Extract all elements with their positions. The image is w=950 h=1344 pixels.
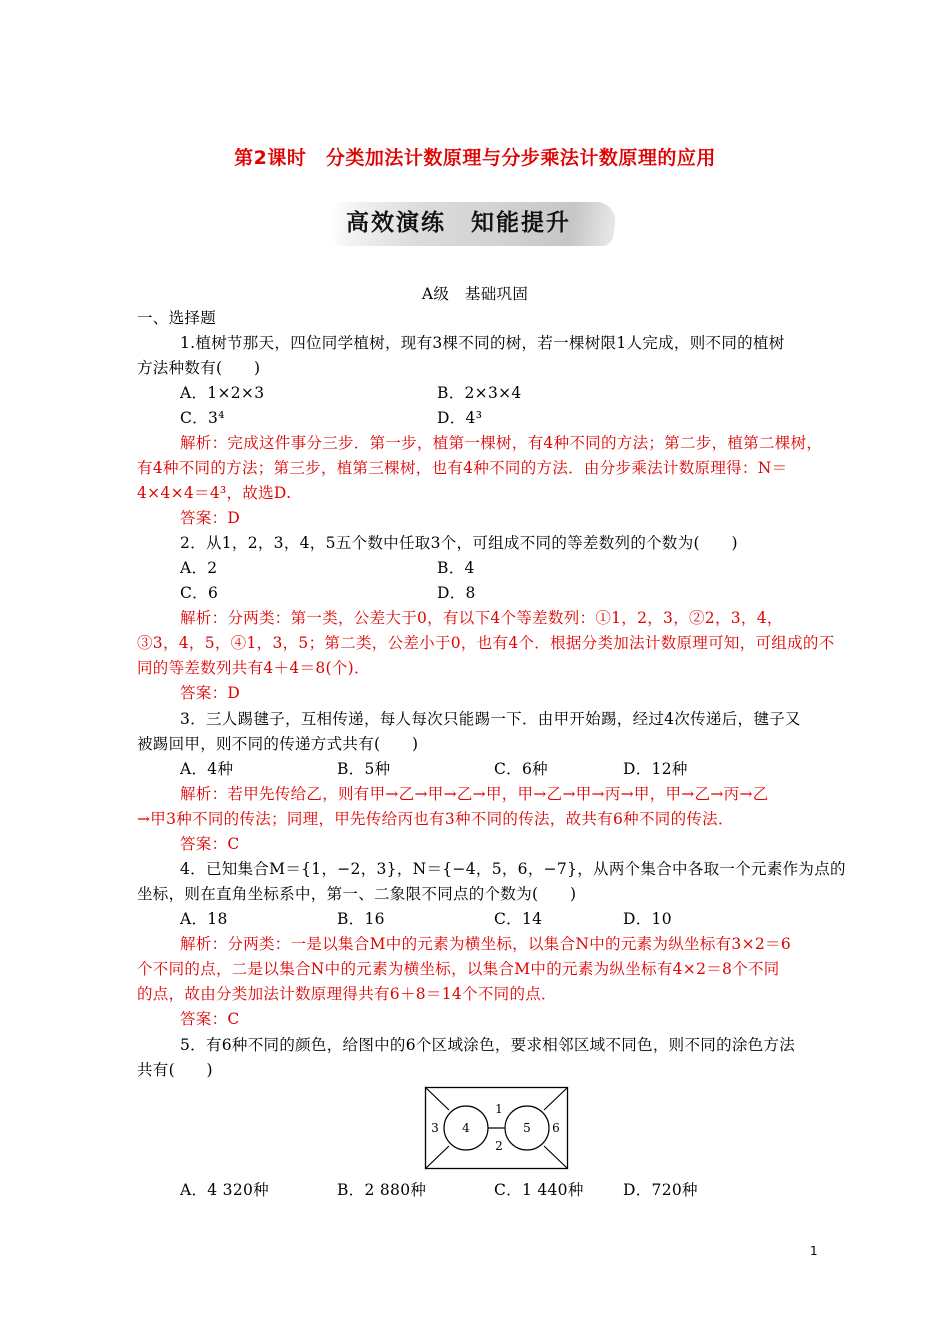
q4-explanation-line3: 的点，故由分类加法计数原理得共有6＋8＝14个不同的点． [137, 985, 557, 1003]
level-heading: A级 基础巩固 [421, 285, 529, 303]
q1-stem-line2: 方法种数有( ) [137, 359, 261, 377]
region-label-5: 5 [523, 1121, 531, 1135]
q3-option-c: C．6种 [494, 760, 548, 778]
region-label-3: 3 [431, 1121, 439, 1135]
q4-option-c: C．14 [494, 910, 543, 928]
q2-option-b: B．4 [437, 559, 475, 577]
q5-stem-line2: 共有( ) [137, 1061, 213, 1079]
figure-diagonal-tl [426, 1088, 450, 1111]
q2-option-a: A．2 [180, 559, 218, 577]
q1-explanation-line1: 解析：完成这件事分三步．第一步，植第一棵树，有4种不同的方法；第二步，植第二棵树， [180, 434, 823, 452]
q2-explanation-line1: 解析：分两类：第一类，公差大于0，有以下4个等差数列：①1，2，3，②2，3，4， [180, 609, 783, 627]
q1-explanation-line3: 4×4×4＝4³，故选D. [137, 484, 292, 502]
figure-diagonal-bl [426, 1146, 450, 1169]
region-label-2: 2 [495, 1139, 503, 1153]
page-number: 1 [810, 1244, 818, 1258]
q4-answer: 答案：C [180, 1010, 240, 1028]
q4-explanation-line1: 解析：分两类：一是以集合M中的元素为横坐标，以集合N中的元素为纵坐标有3×2＝6 [180, 935, 792, 953]
q4-stem-line2: 坐标，则在直角坐标系中，第一、二象限不同点的个数为( ) [137, 885, 577, 903]
q3-option-b: B．5种 [337, 760, 391, 778]
q1-option-b: B．2×3×4 [437, 384, 522, 402]
q3-answer: 答案：C [180, 835, 240, 853]
q4-explanation-line2: 个不同的点，二是以集合N中的元素为横坐标，以集合M中的元素为纵坐标有4×2＝8个不同 [137, 960, 780, 978]
q5-option-a: A．4 320种 [180, 1181, 269, 1199]
q4-stem-line1: 4．已知集合M＝{1，−2，3}，N＝{−4，5，6，−7}，从两个集合中各取一个元素作为点的 [180, 860, 846, 878]
q2-option-c: C．6 [180, 584, 219, 602]
q4-option-b: B．16 [337, 910, 385, 928]
q3-explanation-line2: →甲3种不同的传法；同理，甲先传给丙也有3种不同的传法，故共有6种不同的传法． [137, 810, 734, 828]
q3-stem-line1: 3．三人踢毽子，互相传递，每人每次只能踢一下．由甲开始踢，经过4次传递后，毽子又 [180, 710, 801, 728]
q4-option-d: D．10 [623, 910, 672, 928]
q1-option-a: A．1×2×3 [180, 384, 265, 402]
figure-diagonal-tr [544, 1088, 568, 1111]
figure-diagonal-br [544, 1146, 568, 1169]
q2-answer: 答案：D [180, 684, 241, 702]
q5-option-c: C．1 440种 [494, 1181, 584, 1199]
q5-stem-line1: 5．有6种不同的颜色，给图中的6个区域涂色，要求相邻区域不同色，则不同的涂色方法 [180, 1036, 796, 1054]
q3-option-d: D．12种 [623, 760, 688, 778]
region-label-6: 6 [552, 1121, 560, 1135]
q3-stem-line2: 被踢回甲，则不同的传递方式共有( ) [137, 735, 419, 753]
q1-explanation-line2: 有4种不同的方法；第三步，植第三棵树，也有4种不同的方法．由分步乘法计数原理得：N＝ [137, 459, 788, 477]
section-banner [330, 196, 615, 252]
q3-explanation-line1: 解析：若甲先传给乙，则有甲→乙→甲→乙→甲，甲→乙→甲→丙→甲，甲→乙→丙→乙 [180, 785, 769, 803]
q3-option-a: A．4种 [180, 760, 234, 778]
q1-stem-line1: 1.植树节那天，四位同学植树，现有3棵不同的树，若一棵树限1人完成，则不同的植树 [180, 334, 785, 352]
q1-option-c: C．3⁴ [180, 409, 225, 427]
lesson-title: 第2课时 分类加法计数原理与分步乘法计数原理的应用 [234, 147, 716, 169]
section-heading: 一、选择题 [137, 309, 217, 327]
q2-option-d: D．8 [437, 584, 476, 602]
q2-explanation-line3: 同的等差数列共有4＋4＝8(个)． [137, 659, 370, 677]
q2-explanation-line2: ③3，4，5，④1，3，5；第二类，公差小于0，也有4个．根据分类加法计数原理可知，可组成的不 [137, 634, 835, 652]
banner-text: 高效演练 知能提升 [346, 210, 571, 236]
q2-stem-line1: 2．从1，2，3，4，5五个数中任取3个，可组成不同的等差数列的个数为( ) [180, 534, 738, 552]
region-label-4: 4 [462, 1121, 470, 1135]
q1-option-d: D．4³ [437, 409, 483, 427]
q5-option-b: B．2 880种 [337, 1181, 427, 1199]
q4-option-a: A．18 [180, 910, 228, 928]
q1-answer: 答案：D [180, 509, 241, 527]
region-coloring-figure [424, 1086, 569, 1170]
q5-option-d: D．720种 [623, 1181, 698, 1199]
region-label-1: 1 [495, 1102, 503, 1116]
